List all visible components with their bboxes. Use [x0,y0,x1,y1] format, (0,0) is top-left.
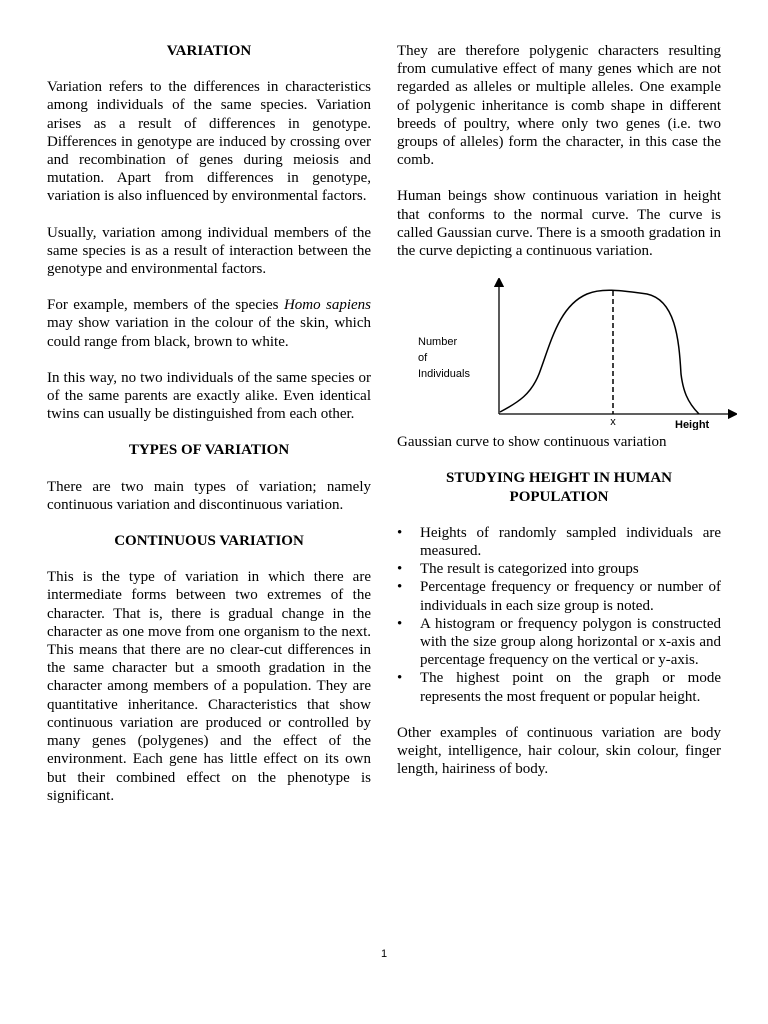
study-steps-list [397,524,721,706]
heading-studying-height: STUDYING HEIGHT IN HUMAN POPULATION [445,470,672,505]
y-axis-label-line2: of [418,352,428,365]
right-column [397,42,721,796]
gaussian-curve-figure [397,278,737,430]
y-axis-label-line3: Individuals [418,368,470,381]
list-item: • Heights of randomly sampled individuals are measured. [420,524,721,560]
list-item: • A histogram or frequency polygon is constructed with the size group along horizontal or x-axis and percentage frequency on the vertical or y-axis. [420,615,721,670]
paragraph-no-two-alike: In this way, no two individuals of the same species or of the same parents are exactly alike. Even identical twins can usually be distinguished from each other. [47,369,371,423]
y-axis-label-line1: Number [418,336,458,349]
heading-types-of-variation: TYPES OF VARIATION [128,442,290,459]
paragraph-human-height: Human beings show continuous variation in height that conforms to the normal curve. The curve is called Gaussian curve. There is a smooth gradation in the curve depicting a continuous variation. [397,188,721,260]
gaussian-curve-line [500,290,699,414]
figure-caption: Gaussian curve to show continuous variation [397,434,667,451]
example-text-before: For example, members of the species [47,297,284,314]
heading-continuous-variation: CONTINUOUS VARIATION [114,533,304,550]
x-axis-label: Height [675,419,710,431]
paragraph-variation-definition: Variation refers to the differences in characteristics among individuals of the same species. Variation arises as a result of differences in genotype. Differences in genotype are induced by crossing over and recombination of genes during meiosis and mutation. Apart from differences in genotype, variation is also influenced by environmental factors. [47,79,371,205]
paragraph-homo-sapiens-example [47,296,371,351]
paragraph-types: There are two main types of variation; namely continuous variation and discontinuous variation. [47,478,371,513]
title-variation: VARIATION [166,43,252,59]
list-item: • Percentage frequency or frequency or number of individuals in each size group is noted. [420,578,721,614]
paragraph-continuous-definition: This is the type of variation in which there are intermediate forms between two extremes of the character. That is, there is gradual change in the character as one move from one organism to the next. This means that there are no clear-cut differences in the same character but a smooth gradation in the character among members of a population. They are quantitative inheritance. Characteristics that show continuous variation are produced or controlled by many genes (polygenes) and the effect of the environment. Each gene has little effect on its own but their combined effect on the phenotype is significant. [47,569,371,804]
list-item: • The highest point on the graph or mode represents the most frequent or popular height. [420,669,721,705]
gaussian-curve-chart [397,278,737,430]
paragraph-genotype-environment: Usually, variation among individual members of the same species is as a result of interaction between the genotype and environmental factors. [47,224,371,278]
species-name: Homo sapiens [283,297,372,314]
paragraph-polygenic: They are therefore polygenic characters resulting from cumulative effect of many genes which are not regarded as alleles or multiple alleles. One example of polygenic inheritance is comb shape in different breeds of poultry, where only two genes (i.e. two groups of alleles) form the character, in this case the comb. [397,43,721,169]
mean-label: x [610,416,616,429]
left-column [47,42,371,823]
paragraph-other-examples: Other examples of continuous variation are body weight, intelligence, hair colour, skin colour, finger length, hairiness of body. [397,724,721,778]
list-item: • The result is categorized into groups [420,560,721,578]
page-number: 1 [380,948,388,960]
example-text-after: may show variation in the colour of the skin, which could range from black, brown to white. [47,315,371,350]
